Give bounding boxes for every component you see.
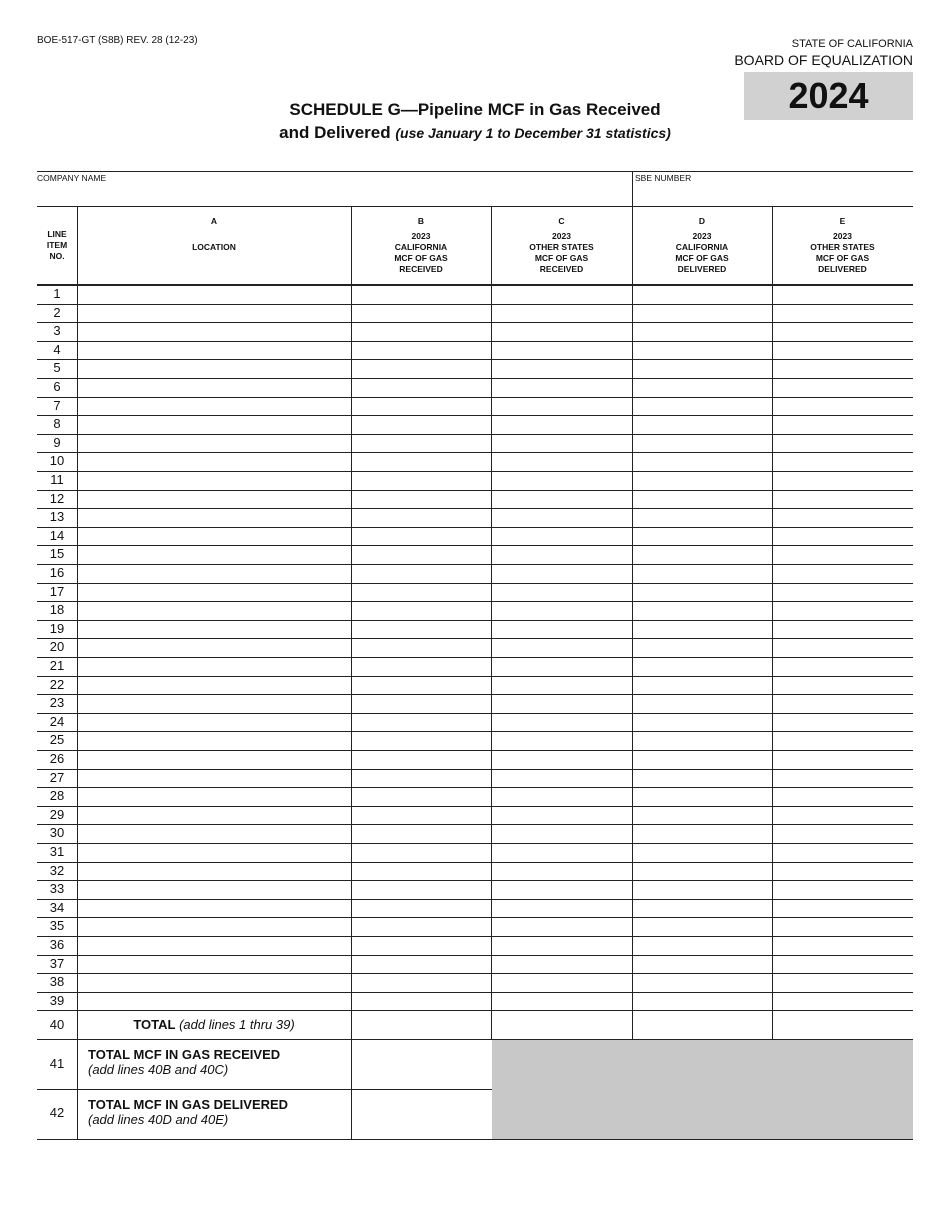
total-received-note: (add lines 40B and 40C): [88, 1062, 229, 1077]
cell-e[interactable]: [773, 584, 913, 602]
cell-c[interactable]: [492, 918, 632, 936]
total-received-field[interactable]: [352, 1040, 491, 1089]
cell-c[interactable]: [492, 342, 632, 360]
cell-b[interactable]: [352, 416, 491, 434]
cell-a[interactable]: [78, 528, 351, 546]
cell-d[interactable]: [633, 472, 772, 490]
cell-c[interactable]: [492, 416, 632, 434]
cell-b[interactable]: [352, 509, 491, 527]
line-number: 24: [49, 713, 65, 729]
line-number: 9: [53, 434, 61, 450]
cell-c[interactable]: [492, 491, 632, 509]
cell-e[interactable]: [773, 416, 913, 434]
total-delivered-note: (add lines 40D and 40E): [88, 1112, 229, 1127]
cell-b[interactable]: [352, 993, 491, 1011]
cell-d[interactable]: [633, 435, 772, 453]
subtitle-main: and Delivered: [279, 123, 391, 142]
line-number: 37: [49, 955, 65, 971]
cell-a[interactable]: [78, 435, 351, 453]
cell-d[interactable]: [633, 677, 772, 695]
cell-d[interactable]: [633, 900, 772, 918]
form-id: BOE-517-GT (S8B) REV. 28 (12-23): [37, 35, 198, 46]
col-b-line4: RECEIVED: [399, 264, 443, 274]
cell-b[interactable]: [352, 602, 491, 620]
cell-e[interactable]: [773, 342, 913, 360]
state-label: STATE OF CALIFORNIA: [791, 38, 913, 50]
board-label: BOARD OF EQUALIZATION: [734, 52, 913, 68]
cell-e[interactable]: [773, 918, 913, 936]
col-e-line2: OTHER STATES: [810, 242, 875, 252]
cell-c[interactable]: [492, 844, 632, 862]
cell-e[interactable]: [773, 658, 913, 676]
cell-a[interactable]: [78, 379, 351, 397]
cell-a[interactable]: [78, 807, 351, 825]
line-number: 2: [53, 304, 61, 320]
line-number: 33: [49, 881, 65, 897]
cell-c[interactable]: [492, 639, 632, 657]
cell-a[interactable]: [78, 472, 351, 490]
col-b-line3: MCF OF GAS: [394, 253, 448, 263]
cell-b[interactable]: [352, 732, 491, 750]
cell-e[interactable]: [773, 677, 913, 695]
cell-c[interactable]: [492, 770, 632, 788]
cell-a[interactable]: [78, 305, 351, 323]
cell-d[interactable]: [633, 416, 772, 434]
cell-d[interactable]: [633, 398, 772, 416]
col-c-header: [491, 216, 632, 275]
cell-b[interactable]: [352, 323, 491, 341]
cell-e[interactable]: [773, 286, 913, 304]
line-number: 34: [49, 899, 65, 915]
cell-b[interactable]: [352, 546, 491, 564]
cell-b[interactable]: [352, 844, 491, 862]
line-number: 25: [49, 732, 65, 748]
cell-e[interactable]: [773, 453, 913, 471]
cell-c[interactable]: [492, 323, 632, 341]
cell-a[interactable]: [78, 509, 351, 527]
cell-c[interactable]: [492, 398, 632, 416]
col-d-line3: MCF OF GAS: [675, 253, 729, 263]
line-number-40: 40: [49, 1017, 65, 1032]
cell-b[interactable]: [352, 435, 491, 453]
line-number: 6: [53, 379, 61, 394]
total-b-field[interactable]: [352, 1012, 491, 1039]
cell-a[interactable]: [78, 993, 351, 1011]
col-d-header: [632, 216, 772, 275]
total-received-title: TOTAL MCF IN GAS RECEIVED: [88, 1047, 281, 1062]
header-top-rule: [37, 206, 913, 207]
cell-a[interactable]: [78, 788, 351, 806]
cell-d[interactable]: [633, 732, 772, 750]
col-b-line2: CALIFORNIA: [394, 242, 448, 252]
cell-e[interactable]: [773, 788, 913, 806]
cell-e[interactable]: [773, 844, 913, 862]
line-number: 21: [49, 658, 65, 673]
cell-d[interactable]: [633, 695, 772, 713]
line-number: 15: [49, 546, 65, 562]
cell-e[interactable]: [773, 491, 913, 509]
col-a-letter: A: [210, 216, 218, 226]
cell-a[interactable]: [78, 621, 351, 639]
line-number: 19: [49, 620, 65, 636]
cell-c[interactable]: [492, 305, 632, 323]
cell-e[interactable]: [773, 305, 913, 323]
cell-c[interactable]: [492, 509, 632, 527]
cell-e[interactable]: [773, 546, 913, 564]
sbe-number-label: SBE NUMBER: [635, 173, 692, 183]
cell-b[interactable]: [352, 825, 491, 843]
col-a-header: [77, 216, 351, 253]
cell-c[interactable]: [492, 937, 632, 955]
col-c-year: 2023: [552, 231, 571, 241]
cell-e[interactable]: [773, 528, 913, 546]
year-box: 2024: [744, 72, 913, 120]
cell-c[interactable]: [492, 565, 632, 583]
col-line-word2: ITEM: [46, 240, 68, 250]
cell-d[interactable]: [633, 453, 772, 471]
cell-e[interactable]: [773, 825, 913, 843]
cell-b[interactable]: [352, 360, 491, 378]
cell-e[interactable]: [773, 937, 913, 955]
cell-d[interactable]: [633, 658, 772, 676]
col-c-line4: RECEIVED: [539, 264, 584, 274]
line-number: 28: [49, 788, 65, 804]
total-received-label: [88, 1047, 280, 1077]
line-number: 3: [53, 323, 61, 339]
cell-e[interactable]: [773, 435, 913, 453]
cell-c[interactable]: [492, 472, 632, 490]
cell-b[interactable]: [352, 528, 491, 546]
total-note: (add lines 1 thru 39): [179, 1017, 295, 1032]
cell-c[interactable]: [492, 881, 632, 899]
cell-b[interactable]: [352, 900, 491, 918]
col-b-letter: B: [417, 216, 425, 226]
cell-e[interactable]: [773, 807, 913, 825]
cell-d[interactable]: [633, 621, 772, 639]
line-number: 10: [49, 453, 65, 469]
cell-c[interactable]: [492, 453, 632, 471]
line-number: 35: [49, 918, 65, 934]
col-e-line4: DELIVERED: [818, 264, 867, 274]
line-number: 30: [49, 825, 65, 841]
cell-c[interactable]: [492, 695, 632, 713]
cell-b[interactable]: [352, 695, 491, 713]
cell-b[interactable]: [352, 342, 491, 360]
cell-d[interactable]: [633, 918, 772, 936]
cell-a[interactable]: [78, 639, 351, 657]
cell-e[interactable]: [773, 472, 913, 490]
line-number: 20: [49, 639, 65, 655]
cell-d[interactable]: [633, 528, 772, 546]
line-number-41: 41: [49, 1056, 65, 1071]
cell-d[interactable]: [633, 751, 772, 769]
cell-b[interactable]: [352, 881, 491, 899]
col-b-year: 2023: [411, 231, 431, 241]
cell-b[interactable]: [352, 751, 491, 769]
cell-b[interactable]: [352, 453, 491, 471]
line-number: 38: [49, 974, 65, 990]
cell-d[interactable]: [633, 881, 772, 899]
cell-d[interactable]: [633, 491, 772, 509]
cell-c[interactable]: [492, 379, 632, 397]
cell-d[interactable]: [633, 807, 772, 825]
cell-a[interactable]: [78, 881, 351, 899]
cell-d[interactable]: [633, 286, 772, 304]
page-subtitle: [180, 123, 770, 143]
cell-b[interactable]: [352, 937, 491, 955]
company-name-field[interactable]: [37, 186, 627, 206]
cell-b[interactable]: [352, 621, 491, 639]
col-c-line2: OTHER STATES: [529, 242, 594, 252]
cell-c[interactable]: [492, 602, 632, 620]
cell-c[interactable]: [492, 584, 632, 602]
line-number: 12: [49, 490, 65, 506]
cell-c[interactable]: [492, 974, 632, 992]
col-e-letter: E: [839, 216, 846, 226]
cell-a[interactable]: [78, 398, 351, 416]
cell-c[interactable]: [492, 528, 632, 546]
company-name-label: COMPANY NAME: [37, 173, 107, 183]
line-number: 1: [53, 286, 61, 301]
cell-a[interactable]: [78, 546, 351, 564]
cell-c[interactable]: [492, 825, 632, 843]
col-e-line3: MCF OF GAS: [815, 253, 870, 263]
total-e-field[interactable]: [773, 1012, 913, 1039]
cell-a[interactable]: [78, 565, 351, 583]
cell-b[interactable]: [352, 398, 491, 416]
cell-e[interactable]: [773, 770, 913, 788]
line-number: 13: [49, 509, 65, 525]
cell-b[interactable]: [352, 770, 491, 788]
cell-c[interactable]: [492, 435, 632, 453]
cell-d[interactable]: [633, 993, 772, 1011]
cell-a[interactable]: [78, 342, 351, 360]
cell-a[interactable]: [78, 286, 351, 304]
cell-d[interactable]: [633, 863, 772, 881]
cell-a[interactable]: [78, 918, 351, 936]
col-c-letter: C: [558, 216, 565, 226]
cell-b[interactable]: [352, 677, 491, 695]
line-number: 27: [49, 769, 65, 785]
cell-e[interactable]: [773, 714, 913, 732]
cell-b[interactable]: [352, 974, 491, 992]
cell-d[interactable]: [633, 584, 772, 602]
cell-c[interactable]: [492, 900, 632, 918]
cell-b[interactable]: [352, 305, 491, 323]
cell-d[interactable]: [633, 342, 772, 360]
cell-a[interactable]: [78, 602, 351, 620]
cell-a[interactable]: [78, 677, 351, 695]
cell-a[interactable]: [78, 416, 351, 434]
cell-e[interactable]: [773, 993, 913, 1011]
cell-e[interactable]: [773, 621, 913, 639]
cell-e[interactable]: [773, 379, 913, 397]
cell-d[interactable]: [633, 360, 772, 378]
line-number: 36: [49, 937, 65, 952]
line-number: 18: [49, 602, 65, 618]
cell-c[interactable]: [492, 677, 632, 695]
cell-c[interactable]: [492, 788, 632, 806]
col-e-header: [772, 216, 913, 275]
cell-b[interactable]: [352, 584, 491, 602]
cell-c[interactable]: [492, 751, 632, 769]
cell-c[interactable]: [492, 993, 632, 1011]
cell-e[interactable]: [773, 360, 913, 378]
cell-b[interactable]: [352, 807, 491, 825]
cell-b[interactable]: [352, 379, 491, 397]
cell-e[interactable]: [773, 974, 913, 992]
cell-c[interactable]: [492, 621, 632, 639]
cell-c[interactable]: [492, 286, 632, 304]
cell-c[interactable]: [492, 658, 632, 676]
line-number: 39: [49, 992, 65, 1008]
line-number: 26: [49, 751, 65, 766]
cell-c[interactable]: [492, 807, 632, 825]
cell-e[interactable]: [773, 695, 913, 713]
cell-d[interactable]: [633, 974, 772, 992]
cell-d[interactable]: [633, 937, 772, 955]
cell-a[interactable]: [78, 714, 351, 732]
line-number: 5: [53, 360, 61, 376]
col-d-line4: DELIVERED: [677, 264, 727, 274]
cell-d[interactable]: [633, 639, 772, 657]
cell-c[interactable]: [492, 732, 632, 750]
shaded-area: [492, 1040, 913, 1139]
cell-a[interactable]: [78, 695, 351, 713]
line-number: 22: [49, 676, 65, 692]
line-number: 14: [49, 527, 65, 543]
cell-d[interactable]: [633, 546, 772, 564]
cell-a[interactable]: [78, 658, 351, 676]
total-line-label: [77, 1017, 351, 1032]
line-number: 31: [49, 844, 65, 859]
line-number: 29: [49, 806, 65, 822]
cell-d[interactable]: [633, 770, 772, 788]
cell-a[interactable]: [78, 360, 351, 378]
cell-a[interactable]: [78, 732, 351, 750]
col-e-year: 2023: [833, 231, 852, 241]
line-number: 8: [53, 416, 61, 432]
cell-c[interactable]: [492, 863, 632, 881]
col-line-header: [37, 229, 77, 262]
cell-d[interactable]: [633, 509, 772, 527]
cell-a[interactable]: [78, 974, 351, 992]
total-delivered-label: [88, 1097, 288, 1127]
cell-d[interactable]: [633, 379, 772, 397]
cell-b[interactable]: [352, 472, 491, 490]
cell-e[interactable]: [773, 900, 913, 918]
line-number: 11: [50, 472, 64, 487]
cell-b[interactable]: [352, 956, 491, 974]
line-number: 16: [49, 565, 65, 580]
cell-e[interactable]: [773, 602, 913, 620]
col-d-letter: D: [698, 216, 706, 226]
cell-d[interactable]: [633, 305, 772, 323]
line-number-42: 42: [49, 1105, 65, 1120]
col-b-header: [351, 216, 491, 275]
cell-d[interactable]: [633, 323, 772, 341]
cell-b[interactable]: [352, 714, 491, 732]
cell-b[interactable]: [352, 658, 491, 676]
total-delivered-field[interactable]: [352, 1090, 491, 1139]
cell-c[interactable]: [492, 956, 632, 974]
col-line-word3: NO.: [49, 251, 65, 261]
col-a-label: LOCATION: [192, 242, 236, 252]
cell-a[interactable]: [78, 584, 351, 602]
cell-e[interactable]: [773, 565, 913, 583]
cell-d[interactable]: [633, 565, 772, 583]
cell-a[interactable]: [78, 844, 351, 862]
cell-a[interactable]: [78, 751, 351, 769]
col-d-line2: CALIFORNIA: [675, 242, 729, 252]
cell-b[interactable]: [352, 565, 491, 583]
line-number: 7: [53, 397, 61, 413]
line-number: 23: [49, 695, 65, 711]
cell-c[interactable]: [492, 360, 632, 378]
cell-c[interactable]: [492, 714, 632, 732]
col-line-word1: LINE: [47, 229, 67, 239]
line-number: 32: [49, 862, 65, 878]
cell-b[interactable]: [352, 286, 491, 304]
cell-d[interactable]: [633, 714, 772, 732]
cell-d[interactable]: [633, 788, 772, 806]
line-number: 17: [49, 583, 65, 599]
col-c-line3: MCF OF GAS: [534, 253, 589, 263]
sbe-number-field[interactable]: [635, 186, 911, 206]
cell-b[interactable]: [352, 639, 491, 657]
cell-b[interactable]: [352, 788, 491, 806]
cell-e[interactable]: [773, 732, 913, 750]
total-delivered-title: TOTAL MCF IN GAS DELIVERED: [88, 1097, 289, 1112]
cell-a[interactable]: [78, 825, 351, 843]
table-bottom-rule: [37, 1139, 913, 1140]
cell-a[interactable]: [78, 956, 351, 974]
cell-b[interactable]: [352, 918, 491, 936]
cell-e[interactable]: [773, 398, 913, 416]
cell-e[interactable]: [773, 956, 913, 974]
cell-a[interactable]: [78, 863, 351, 881]
cell-d[interactable]: [633, 825, 772, 843]
cell-d[interactable]: [633, 956, 772, 974]
total-label: TOTAL: [133, 1017, 176, 1032]
col-d-year: 2023: [692, 231, 712, 241]
cell-a[interactable]: [78, 770, 351, 788]
total-d-field[interactable]: [633, 1012, 772, 1039]
cell-e[interactable]: [773, 863, 913, 881]
cell-b[interactable]: [352, 863, 491, 881]
cell-e[interactable]: [773, 881, 913, 899]
top-rule: [37, 171, 913, 172]
cell-e[interactable]: [773, 639, 913, 657]
cell-a[interactable]: [78, 937, 351, 955]
cell-a[interactable]: [78, 900, 351, 918]
cell-e[interactable]: [773, 509, 913, 527]
cell-d[interactable]: [633, 602, 772, 620]
cell-a[interactable]: [78, 323, 351, 341]
cell-a[interactable]: [78, 453, 351, 471]
cell-b[interactable]: [352, 491, 491, 509]
line-number: 4: [53, 341, 61, 357]
cell-e[interactable]: [773, 323, 913, 341]
subtitle-note: (use January 1 to December 31 statistics): [395, 125, 671, 141]
cell-e[interactable]: [773, 751, 913, 769]
total-c-field[interactable]: [492, 1012, 632, 1039]
page-title: SCHEDULE G—Pipeline MCF in Gas Received: [289, 100, 661, 119]
cell-d[interactable]: [633, 844, 772, 862]
cell-a[interactable]: [78, 491, 351, 509]
cell-c[interactable]: [492, 546, 632, 564]
